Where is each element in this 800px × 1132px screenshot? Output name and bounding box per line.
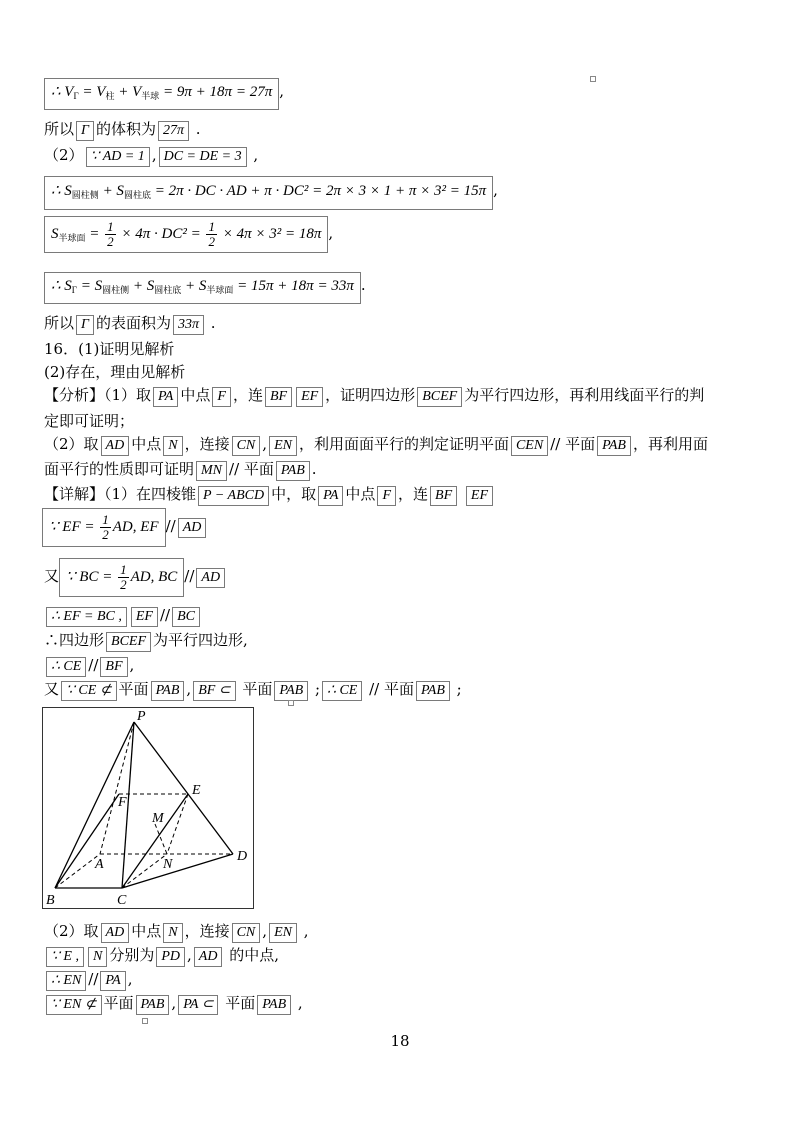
formula-part: + S — [181, 278, 207, 294]
total-area-line — [44, 272, 366, 304]
edge-ce — [122, 794, 188, 888]
math-box: BF — [430, 486, 457, 506]
punctuation: , — [187, 946, 192, 964]
text: 为平行四边形，再利用线面平行的判 — [464, 386, 705, 404]
math-box: CN — [232, 436, 261, 456]
math-box: Γ — [76, 315, 94, 335]
math-box: ∴ CE — [46, 657, 86, 677]
formula-box — [44, 272, 361, 304]
denominator: 2 — [120, 577, 127, 592]
punctuation: , — [151, 146, 157, 164]
text: ，证明四边形 — [325, 386, 416, 404]
part2-line3 — [44, 968, 133, 991]
text: 【分析】（1）取 — [44, 386, 152, 404]
edge-pd — [134, 722, 233, 854]
volume-conclusion-line — [44, 118, 201, 141]
text: ，连 — [398, 485, 429, 503]
label-d: D — [237, 849, 248, 864]
subscript: 圆柱侧 — [71, 190, 99, 200]
math-box: N — [163, 923, 182, 943]
analysis-line4 — [44, 458, 317, 481]
text: （2）取 — [44, 435, 99, 453]
formula-part: ∴ S — [51, 278, 72, 294]
parallel-symbol: // — [184, 566, 195, 585]
text: // 平面 — [369, 680, 415, 698]
numerator: 1 — [102, 512, 109, 527]
punctuation: , — [279, 82, 284, 100]
formula-result: × 4π × 3² = 18π — [218, 225, 322, 242]
formula-part: BC — [158, 568, 178, 585]
math-box: ∴ EF = BC , — [46, 607, 127, 627]
math-box: ∵ E , — [46, 947, 84, 967]
math-box: PA — [318, 486, 343, 506]
part2-line2 — [44, 944, 279, 967]
math-box: BC — [172, 607, 200, 627]
formula-part: ∵ EF = — [49, 518, 99, 535]
math-box: 33π — [173, 315, 204, 335]
math-box: PAB — [136, 995, 170, 1015]
text: ，再利用面 — [632, 435, 708, 453]
math-box: EN — [269, 923, 297, 943]
detail-line2 — [44, 508, 208, 547]
text: 的中点, — [229, 946, 280, 964]
q16-answer1: 16．(1)证明见解析 — [44, 340, 175, 358]
v-symbol: V — [64, 84, 74, 100]
text: 平面 — [103, 994, 134, 1012]
label-c: C — [117, 893, 127, 908]
math-box: AD — [196, 568, 225, 588]
math-box: PAB — [257, 995, 291, 1015]
punctuation: , — [493, 181, 498, 199]
math-box: Γ — [76, 121, 94, 141]
punctuation: , — [297, 994, 303, 1012]
text: 【详解】（1）在四棱锥 — [44, 485, 197, 503]
text: // 平面 — [229, 460, 274, 478]
math-box: PA ⊂ — [178, 995, 218, 1015]
subscript: 半球面 — [206, 285, 234, 295]
punctuation: . — [210, 314, 216, 332]
parallel-symbol: // — [88, 656, 99, 674]
math-box: PA — [153, 387, 178, 407]
math-box: CEN — [511, 436, 548, 456]
parallel-symbol: // — [88, 970, 99, 988]
punctuation: , — [303, 922, 309, 940]
subscript: 圆柱底 — [154, 285, 182, 295]
formula-box — [42, 508, 166, 547]
punctuation: , — [253, 146, 259, 164]
formula-part: = S — [77, 278, 103, 294]
text: 分别为 — [109, 946, 155, 964]
cylinder-area-line — [44, 176, 498, 210]
numerator: 1 — [107, 219, 114, 234]
punctuation: ; — [314, 680, 321, 698]
math-box: ∵ CE ⊄ — [61, 681, 117, 701]
detail-line5 — [44, 629, 248, 652]
area-conclusion-line — [44, 312, 216, 335]
math-box: PAB — [597, 436, 631, 456]
subscript: 圆柱侧 — [102, 285, 130, 295]
text: 的体积为 — [95, 120, 156, 138]
text: 中点 — [180, 386, 211, 404]
text: ，连接 — [184, 435, 230, 453]
edge-ab — [55, 854, 100, 888]
denominator: 2 — [102, 527, 109, 542]
math-box: PA — [100, 971, 125, 991]
math-box: F — [377, 486, 396, 506]
analysis-line2: 定即可证明； — [44, 412, 135, 430]
math-box: PAB — [276, 461, 310, 481]
fraction — [105, 220, 116, 249]
formula-part: = — [85, 225, 104, 242]
analysis-line1 — [44, 384, 704, 407]
parallel-symbol: // — [165, 516, 176, 535]
punctuation: , — [262, 922, 268, 940]
denominator: 2 — [107, 234, 114, 249]
math-box: PD — [156, 947, 185, 967]
math-box: ∴ CE — [322, 681, 362, 701]
formula-part: ∴ S — [51, 183, 72, 199]
math-box: N — [88, 947, 107, 967]
math-box: PAB — [274, 681, 308, 701]
label-m: M — [152, 811, 164, 826]
text: 平面 — [118, 680, 149, 698]
pyramid-figure — [42, 707, 254, 909]
label-e: E — [192, 783, 201, 798]
math-box: PAB — [416, 681, 450, 701]
detail-line1 — [44, 483, 495, 506]
page-number: 18 — [390, 1032, 410, 1050]
formula-result: = 2π · DC · AD + π · DC² = 2π × 3 × 1 + π × 3² = 15π — [150, 183, 487, 199]
therefore-symbol: ∴ — [44, 631, 60, 649]
math-box: DC = DE = 3 — [159, 147, 247, 167]
math-box: BF — [100, 657, 127, 677]
formula-part: S — [51, 225, 59, 242]
label-b: B — [46, 893, 55, 908]
therefore-symbol: ∴ — [51, 84, 61, 100]
text: 中点 — [131, 922, 162, 940]
math-box: BF — [265, 387, 292, 407]
text: （2）取 — [44, 922, 99, 940]
label-n: N — [163, 857, 173, 872]
artifact-square — [590, 76, 596, 82]
text: 又 — [44, 680, 60, 698]
punctuation: , — [328, 223, 334, 242]
formula-part: EF — [140, 518, 159, 535]
math-box: ∴ EN — [46, 971, 86, 991]
math-box: ∵ AD = 1 — [86, 147, 150, 167]
punctuation: , — [171, 994, 177, 1012]
math-box: EF — [296, 387, 323, 407]
label-f: F — [118, 795, 127, 810]
detail-line7 — [44, 678, 462, 701]
punctuation: , — [127, 970, 133, 988]
fraction — [100, 513, 111, 542]
text: 所以 — [44, 314, 75, 332]
math-box: EF — [131, 607, 158, 627]
text: // 平面 — [550, 435, 596, 453]
math-box: 27π — [158, 121, 189, 141]
detail-line4 — [44, 604, 202, 627]
math-box: PAB — [151, 681, 185, 701]
punctuation: , — [262, 435, 268, 453]
text: 面平行的性质即可证明 — [44, 460, 195, 478]
math-box: P − ABCD — [198, 486, 269, 506]
label-p: P — [137, 709, 146, 724]
numerator: 1 — [120, 562, 127, 577]
artifact-square — [142, 1018, 148, 1024]
subscript: Γ — [71, 285, 77, 295]
hemisphere-area-line — [44, 216, 333, 253]
text: 平面 — [225, 994, 256, 1012]
formula-part: AD, — [112, 518, 137, 535]
math-box: MN — [196, 461, 227, 481]
formula-part: + S — [98, 183, 124, 199]
formula-result: = 15π + 18π = 33π — [233, 278, 354, 294]
formula-result: = 9π + 18π = 27π — [159, 84, 273, 100]
formula-box — [44, 78, 279, 110]
subscript: 圆柱底 — [123, 190, 151, 200]
math-box: ∵ EN ⊄ — [46, 995, 102, 1015]
pyramid-diagram — [43, 708, 253, 908]
formula-box — [59, 558, 184, 597]
edge-bf — [55, 794, 119, 888]
text: ，连接 — [184, 922, 230, 940]
part2-line1 — [44, 920, 309, 943]
analysis-line3 — [44, 433, 708, 456]
text: 四边形 — [59, 631, 105, 649]
math-box: EN — [269, 436, 297, 456]
text: 的表面积为 — [95, 314, 171, 332]
text: 中点 — [131, 435, 162, 453]
numerator: 1 — [208, 219, 215, 234]
text: 中，取 — [271, 485, 317, 503]
text: （2） — [44, 146, 84, 164]
text: 所以 — [44, 120, 75, 138]
subscript: 半球面 — [58, 232, 86, 243]
math-box: N — [163, 436, 182, 456]
punctuation: . — [311, 460, 317, 478]
formula-part: AD, — [130, 568, 155, 585]
punctuation: , — [186, 680, 192, 698]
subscript-cylinder: 柱 — [105, 91, 115, 101]
formula-part: + V — [114, 84, 142, 100]
edge-en — [167, 794, 188, 854]
text: 为平行四边形, — [153, 631, 248, 649]
part2-given-line — [44, 144, 258, 167]
edge-cd — [122, 854, 233, 888]
punctuation: . — [195, 120, 201, 138]
text: 平面 — [242, 680, 273, 698]
text: 又 — [44, 566, 60, 585]
text: 中点 — [345, 485, 376, 503]
part2-line4 — [44, 992, 303, 1015]
detail-line3 — [44, 558, 227, 597]
fraction — [206, 220, 217, 249]
formula-part: = V — [78, 84, 106, 100]
formula-part: × 4π · DC² = — [117, 225, 205, 242]
formula-box — [44, 216, 328, 253]
math-box: AD — [101, 436, 130, 456]
formula-part: ∵ BC = — [66, 568, 117, 585]
edge-cn — [122, 854, 167, 888]
artifact-square — [288, 700, 294, 706]
fraction — [118, 563, 129, 592]
q16-answer2: (2)存在，理由见解析 — [44, 363, 186, 381]
text: ，利用面面平行的判定证明平面 — [298, 435, 509, 453]
punctuation: . — [360, 276, 366, 294]
formula-box — [44, 176, 493, 210]
denominator: 2 — [208, 234, 215, 249]
math-box: EF — [466, 486, 493, 506]
math-box: BCEF — [417, 387, 462, 407]
label-a: A — [95, 857, 104, 872]
text: ，连 — [232, 386, 263, 404]
math-box: AD — [194, 947, 223, 967]
subscript-hemisphere: 半球 — [141, 91, 160, 101]
subscript-gamma: Γ — [73, 91, 79, 101]
math-box: CN — [232, 923, 261, 943]
formula-part: + S — [129, 278, 155, 294]
math-box: AD — [178, 518, 207, 538]
math-box: BCEF — [106, 632, 151, 652]
parallel-symbol: // — [159, 606, 171, 624]
punctuation: , — [129, 656, 135, 674]
punctuation: ; — [456, 680, 462, 698]
detail-line6 — [44, 654, 134, 677]
math-box: BF ⊂ — [193, 681, 235, 701]
volume-total-line — [44, 78, 284, 110]
math-box: F — [212, 387, 231, 407]
math-box: AD — [101, 923, 130, 943]
